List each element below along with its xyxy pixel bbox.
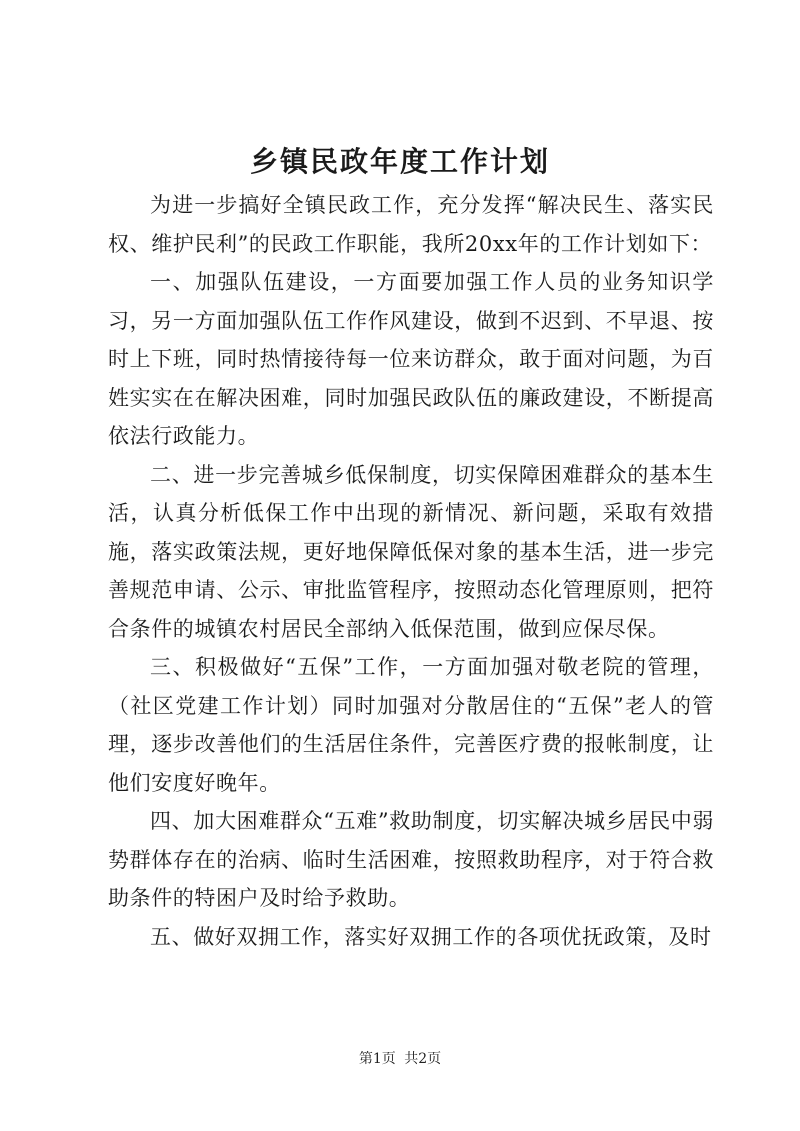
- document-body: [108, 186, 714, 956]
- page-number-current: 第1页: [358, 1051, 396, 1067]
- page-footer: [0, 1048, 800, 1068]
- paragraph-item-3: 三、积极做好“五保”工作，一方面加强对敬老院的管理，（社区党建工作计划）同时加强对分散居住的“五保”老人的管理，逐步改善他们的生活居住条件，完善医疗费的报帐制度，让他们安度好晚年。: [108, 655, 714, 795]
- paragraph-item-4: 四、加大困难群众“五难”救助制度，切实解决城乡居民中弱势群体存在的治病、临时生活困难，按照救助程序，对于符合救助条件的特困户及时给予救助。: [108, 809, 714, 910]
- paragraph-item-1: 一、加强队伍建设，一方面要加强工作人员的业务知识学习，另一方面加强队伍工作作风建设，做到不迟到、不早退、按时上下班，同时热情接待每一位来访群众，敢于面对问题，为百姓实实在在解决困难，同时加强民政队伍的廉政建设，不断提高依法行政能力。: [108, 270, 714, 448]
- paragraph-intro: 为进一步搞好全镇民政工作，充分发挥“解决民生、落实民权、维护民利”的民政工作职能，我所20xx年的工作计划如下：: [108, 193, 714, 256]
- paragraph-item-5: 五、做好双拥工作，落实好双拥工作的各项优抚政策，及时: [150, 924, 712, 949]
- page-number-total: 共2页: [404, 1051, 442, 1067]
- paragraph-item-2: 二、进一步完善城乡低保制度，切实保障困难群众的基本生活，认真分析低保工作中出现的新情况、新问题，采取有效措施，落实政策法规，更好地保障低保对象的基本生活，进一步完善规范申请、公示、审批监管程序，按照动态化管理原则，把符合条件的城镇农村居民全部纳入低保范围，做到应保尽保。: [108, 462, 714, 641]
- document-title: 乡镇民政年度工作计划: [249, 145, 550, 178]
